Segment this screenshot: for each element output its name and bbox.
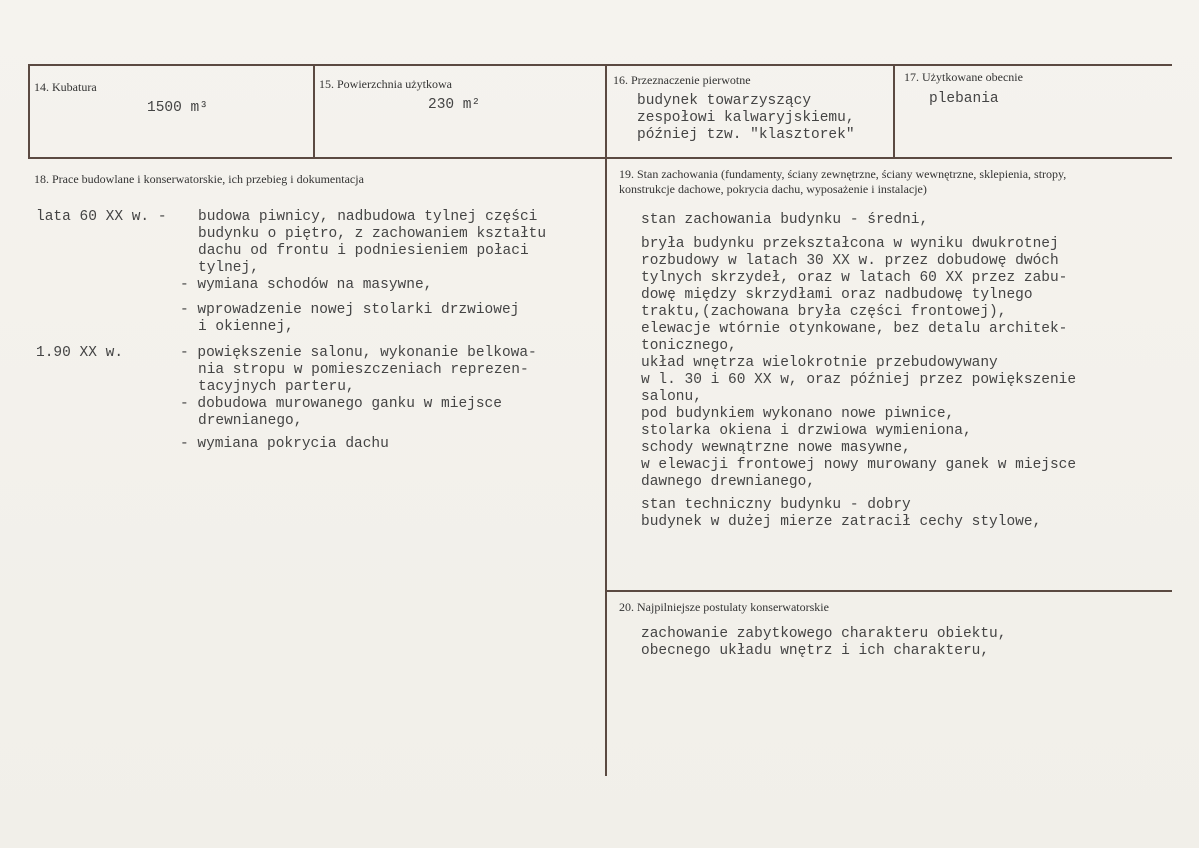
field-19-line: stan zachowania budynku - średni,	[641, 212, 929, 228]
field-19-line: w elewacji frontowej nowy murowany ganek w miejsce	[641, 457, 1077, 473]
field-19-line: układ wnętrza wielokrotnie przebudowywany	[641, 355, 998, 371]
rule-v-15	[313, 64, 315, 159]
field-16-line: później tzw. "klasztorek"	[637, 127, 855, 143]
field-18-line: - powiększenie salonu, wykonanie belkowa-	[180, 345, 537, 361]
field-18-line: tacyjnych parteru,	[198, 379, 355, 395]
field-18-line: nia stropu w pomieszczeniach reprezen-	[198, 362, 529, 378]
field-19-line: schody wewnątrzne nowe masywne,	[641, 440, 911, 456]
rule-row1-bottom	[28, 157, 1172, 159]
field-20-line: obecnego układu wnętrz i ich charakteru,	[641, 643, 990, 659]
field-19-line: stolarka okiena i drzwiowa wymieniona,	[641, 423, 972, 439]
rule-top	[28, 64, 1172, 66]
field-19-line: elewacje wtórnie otynkowane, bez detalu architek-	[641, 321, 1068, 337]
field-19-line: dawnego drewnianego,	[641, 474, 816, 490]
field-19-line: rozbudowy w latach 30 XX w. przez dobudowę dwóch	[641, 253, 1059, 269]
field-19-line: traktu,(zachowana bryła części frontowej),	[641, 304, 1007, 320]
field-19-line: dowę między skrzydłami oraz nadbudowę tylnego	[641, 287, 1033, 303]
field-18-label: 18. Prace budowlane i konserwatorskie, ich przebieg i dokumentacja	[34, 172, 364, 186]
rule-left	[28, 64, 30, 159]
field-18-date: 1.90 XX w.	[36, 345, 124, 361]
rule-v-middle	[605, 64, 607, 776]
field-14-value: 1500 m³	[147, 100, 208, 116]
field-18-line: drewnianego,	[198, 413, 303, 429]
field-16-line: budynek towarzyszący	[637, 93, 812, 109]
field-20-label: 20. Najpilniejsze postulaty konserwatorskie	[619, 600, 829, 614]
field-18-line: - wymiana schodów na masywne,	[180, 277, 433, 293]
field-16-label: 16. Przeznaczenie pierwotne	[613, 73, 751, 87]
rule-20-top	[607, 590, 1172, 592]
field-18-line: - dobudowa murowanego ganku w miejsce	[180, 396, 502, 412]
field-18-line: tylnej,	[198, 260, 259, 276]
field-19-line: budynek w dużej mierze zatracił cechy stylowe,	[641, 514, 1042, 530]
field-17-value: plebania	[929, 91, 999, 107]
field-14-label: 14. Kubatura	[34, 80, 97, 94]
field-18-line: budowa piwnicy, nadbudowa tylnej części	[198, 209, 538, 225]
field-19-line: pod budynkiem wykonano nowe piwnice,	[641, 406, 955, 422]
field-19-line: tonicznego,	[641, 338, 737, 354]
field-18-line: i okiennej,	[198, 319, 294, 335]
field-18-line: budynku o piętro, z zachowaniem kształtu	[198, 226, 547, 242]
rule-v-17	[893, 64, 895, 159]
field-15-label: 15. Powierzchnia użytkowa	[319, 77, 452, 91]
field-18-line: - wymiana pokrycia dachu	[180, 436, 389, 452]
field-19-label: 19. Stan zachowania (fundamenty, ściany zewnętrzne, ściany wewnętrzne, sklepienia, stropy,	[619, 167, 1067, 181]
field-20-line: zachowanie zabytkowego charakteru obiektu,	[641, 626, 1007, 642]
field-17-label: 17. Użytkowane obecnie	[904, 70, 1023, 84]
field-18-line: dachu od frontu i podniesieniem połaci	[198, 243, 529, 259]
field-19-line: tylnych skrzydeł, oraz w latach 60 XX przez zabu-	[641, 270, 1068, 286]
field-19-line: stan techniczny budynku - dobry	[641, 497, 911, 513]
field-15-value: 230 m²	[428, 97, 481, 113]
field-18-line: - wprowadzenie nowej stolarki drzwiowej	[180, 302, 520, 318]
field-19-line: salonu,	[641, 389, 702, 405]
field-19-label-cont: konstrukcje dachowe, pokrycia dachu, wyposażenie i instalacje)	[619, 182, 927, 196]
field-19-line: w l. 30 i 60 XX w, oraz później przez powiększenie	[641, 372, 1077, 388]
field-16-line: zespołowi kalwaryjskiemu,	[637, 110, 855, 126]
field-19-line: bryła budynku przekształcona w wyniku dwukrotnej	[641, 236, 1059, 252]
field-18-date: lata 60 XX w. -	[36, 209, 167, 225]
